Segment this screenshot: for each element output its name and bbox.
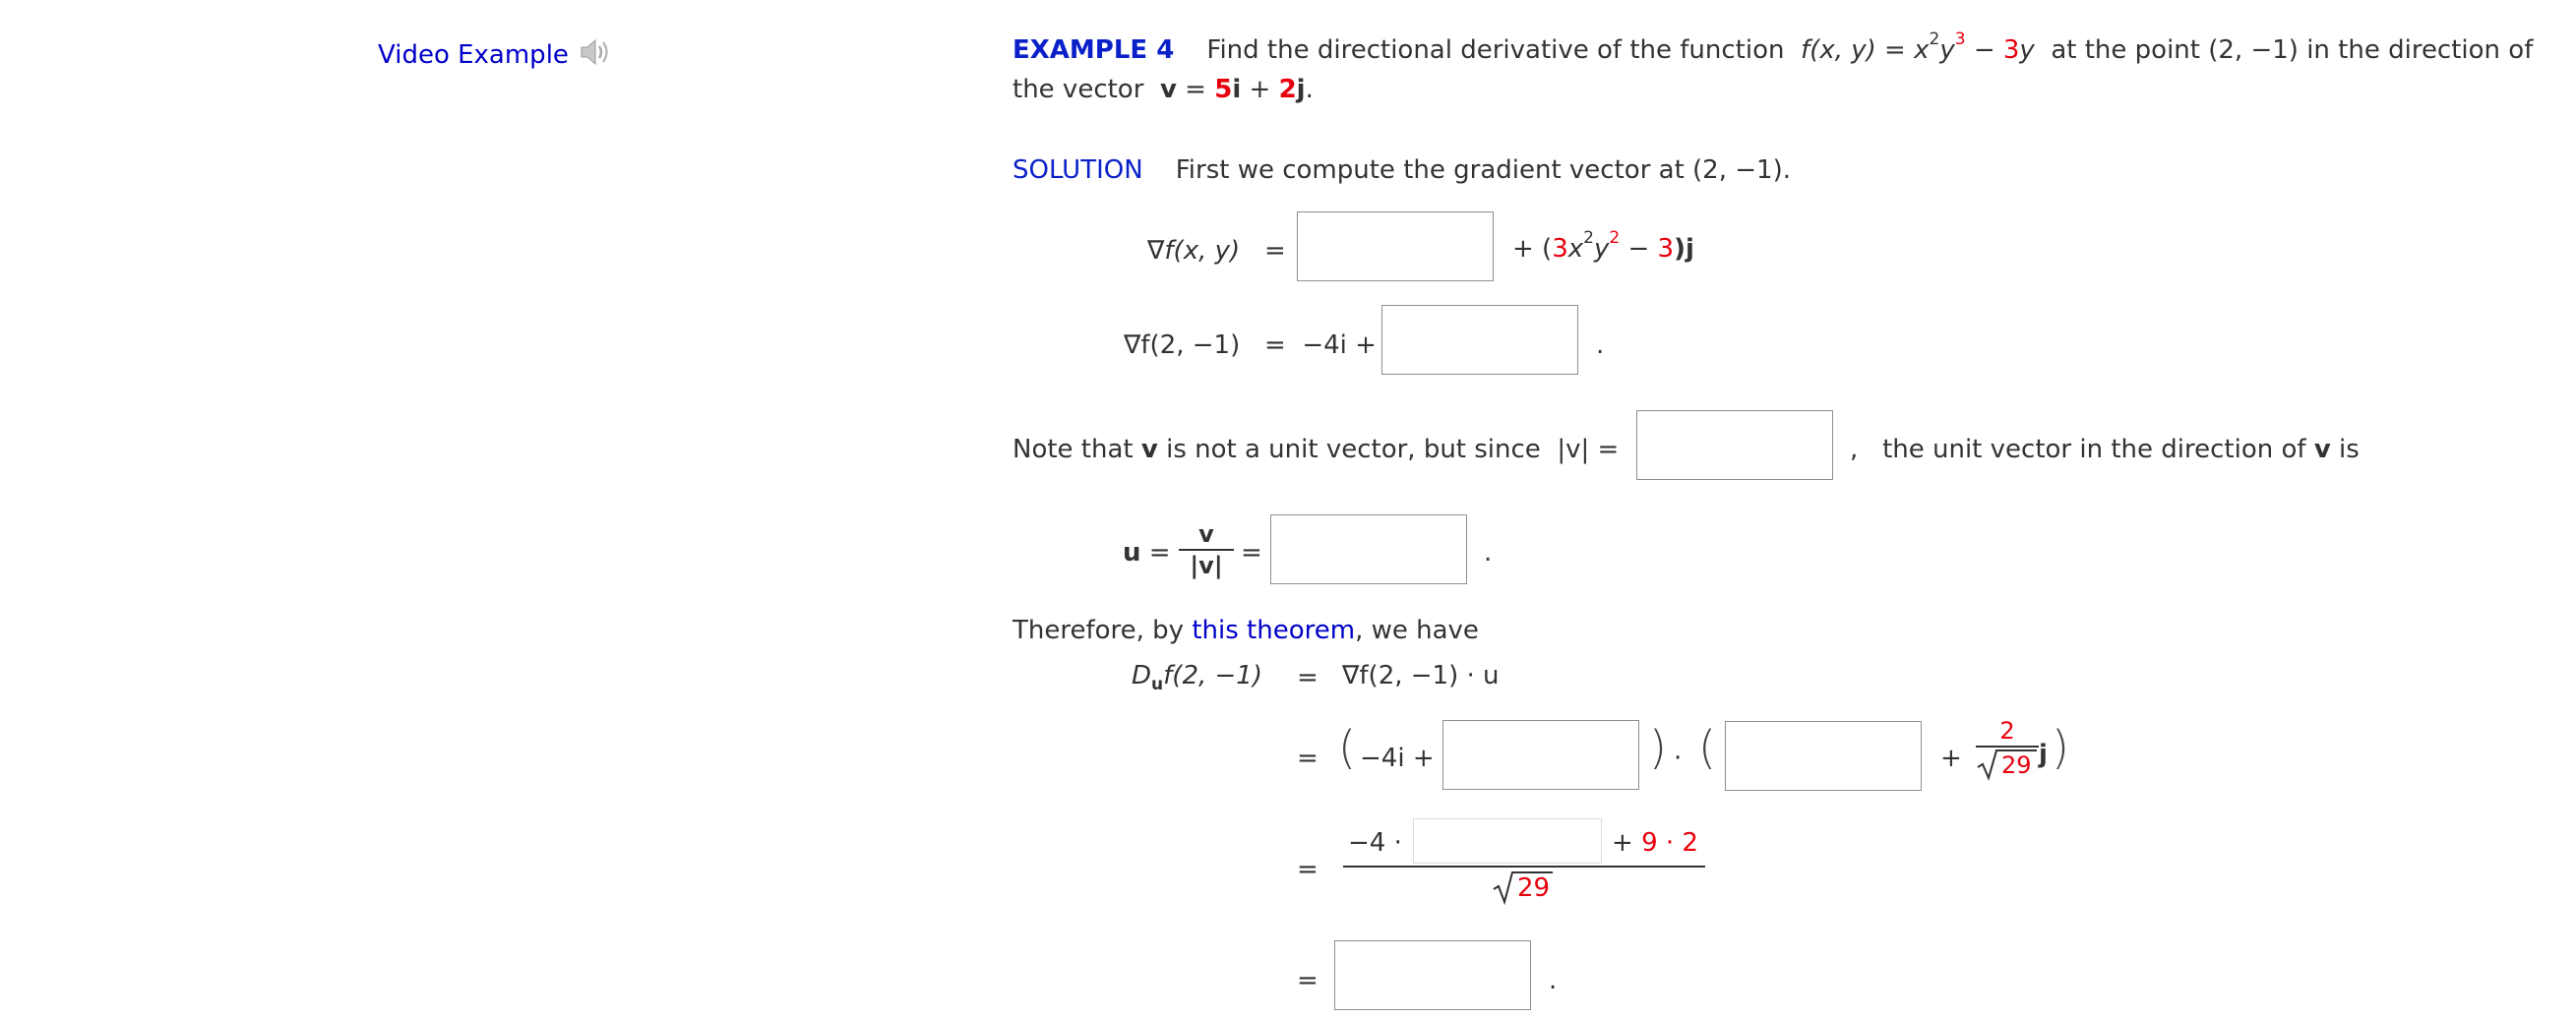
var-x: x [1914, 35, 1930, 65]
note-line-end [1850, 435, 2360, 464]
dot-unit-i-input[interactable] [1725, 721, 1922, 791]
solution-text: First we compute the gradient vector at (2, −1). [1175, 155, 1791, 185]
const-3: 3 [1657, 234, 1675, 264]
exp-x: 2 [1929, 30, 1940, 49]
unit-j: j [2039, 740, 2048, 769]
operator-d: D [1132, 661, 1152, 690]
open-paren: ( [1338, 721, 1356, 774]
var-y2: y [2019, 35, 2035, 65]
exp-y: 2 [1609, 228, 1621, 248]
grad-dot-u: ∇f(2, −1) · u [1342, 661, 1500, 690]
eq-sign: = [1185, 75, 1206, 104]
example-text-b: at the point (2, −1) in the direction of [2051, 35, 2534, 65]
deriv-rhs1 [1342, 661, 1500, 690]
eq-sign: = [1297, 966, 1319, 995]
solution-line [1012, 155, 1791, 185]
var-y: y [1939, 35, 1955, 65]
plus-open-paren: + ( [1512, 234, 1553, 264]
coef-3: 3 [1552, 234, 1568, 264]
coef-3: 3 [2002, 35, 2020, 65]
sqrt-29 [1976, 748, 2039, 779]
subscript-u: u [1151, 675, 1164, 695]
unit-fraction [1179, 521, 1234, 578]
eq-sign: = [1297, 663, 1319, 692]
close-paren: ) [2052, 721, 2069, 774]
sqrt-radicand: 29 [1517, 873, 1551, 903]
exp-y: 3 [1954, 30, 1966, 49]
example-text-a: Find the directional derivative of the function [1206, 35, 1785, 65]
sqrt-radicand: 29 [2001, 751, 2032, 779]
note-text-d: is [2339, 435, 2360, 464]
fraction-den: |v| [1190, 552, 1223, 579]
unit-vector-input[interactable] [1270, 514, 1467, 584]
eq-sign: = [1263, 236, 1286, 266]
therefore-text-b: , we have [1355, 616, 1479, 645]
grad-i-component-input[interactable] [1297, 211, 1494, 281]
speaker-icon [579, 35, 614, 76]
eq-sign: = [1884, 35, 1906, 65]
f-at-point: f(2, −1) [1163, 661, 1262, 690]
unit-u-lhs [1123, 538, 1171, 568]
grad-at-point-j-input[interactable] [1381, 305, 1578, 375]
video-example-link[interactable] [378, 35, 614, 76]
minus-sign: − [1627, 234, 1650, 264]
dot-grad-j-input[interactable] [1442, 720, 1639, 790]
minus-sign: − [1973, 35, 1995, 65]
open-paren: ( [1698, 721, 1716, 774]
nine-times-two: 9 · 2 [1641, 828, 1698, 858]
note-line [1012, 435, 1619, 464]
period: . [1549, 966, 1558, 995]
unit-i: i [1232, 75, 1242, 104]
grad-at-point: ∇f(2, −1) [1124, 330, 1241, 360]
solution-tag: SOLUTION [1012, 155, 1143, 185]
eq-sign: = [1597, 435, 1620, 464]
close-paren-j: )j [1674, 234, 1694, 264]
video-example-label: Video Example [378, 40, 569, 70]
function-lhs: f(x, y) [1801, 35, 1876, 65]
example-text-c: the vector [1012, 75, 1144, 104]
therefore-line [1012, 616, 1479, 645]
eq-sign: = [1297, 744, 1319, 773]
eq-sign: = [1241, 538, 1262, 568]
eq-sign: = [1297, 855, 1319, 884]
eq-sign: = [1264, 330, 1286, 360]
numerator-input[interactable] [1413, 818, 1602, 864]
grad-fxy-label [1147, 236, 1286, 266]
theorem-link[interactable]: this theorem [1192, 616, 1356, 645]
vector-v: v [1140, 435, 1158, 464]
period: . [1484, 538, 1493, 568]
grad-fxy: ∇f(x, y) [1147, 236, 1241, 266]
therefore-text-a: Therefore, by [1012, 616, 1185, 645]
grad-at-point-label [1124, 330, 1377, 360]
example-tag: EXAMPLE 4 [1012, 35, 1175, 65]
grad-j-component [1512, 228, 1694, 264]
fraction-num: v [1198, 520, 1214, 548]
note-text-b: is not a unit vector, but since [1166, 435, 1541, 464]
fraction-bar [1179, 549, 1234, 551]
unit-j-fraction [1976, 718, 2039, 779]
period: . [1596, 330, 1605, 360]
grad-i-value: −4i + [1302, 330, 1377, 360]
var-y: y [1593, 234, 1610, 264]
example-statement [1012, 30, 2534, 65]
unit-j: j [1296, 75, 1306, 104]
numerator-rest [1612, 828, 1698, 858]
plus-sign: + [1940, 744, 1962, 773]
plus-sign: + [1249, 75, 1271, 104]
directional-derivative-lhs [1132, 661, 1262, 694]
coef-5: 5 [1214, 75, 1233, 104]
vector-u: u [1123, 538, 1141, 568]
dot-operator: · [1674, 744, 1683, 773]
example-statement-line2 [1012, 75, 1314, 104]
fraction-bar [1343, 866, 1705, 868]
norm-v-input[interactable] [1636, 410, 1833, 480]
norm-v: |v| [1557, 435, 1590, 464]
final-answer-input[interactable] [1334, 940, 1531, 1010]
coef-2: 2 [1278, 75, 1297, 104]
fraction-num: 2 [1999, 717, 2015, 745]
var-x: x [1567, 234, 1584, 264]
vector-v: v [1159, 75, 1177, 104]
eq-sign: = [1148, 538, 1171, 568]
plus-sign: + [1612, 828, 1633, 858]
close-paren: ) [1649, 721, 1667, 774]
comma: , [1850, 435, 1859, 464]
note-text-a: Note that [1012, 435, 1134, 464]
coef-neg4-dot: −4 · [1348, 828, 1402, 858]
note-text-c: the unit vector in the direction of [1882, 435, 2306, 464]
exp-x: 2 [1583, 228, 1594, 248]
grad-i-value: −4i + [1360, 744, 1435, 773]
vector-v: v [2313, 435, 2331, 464]
period: . [1305, 75, 1314, 104]
